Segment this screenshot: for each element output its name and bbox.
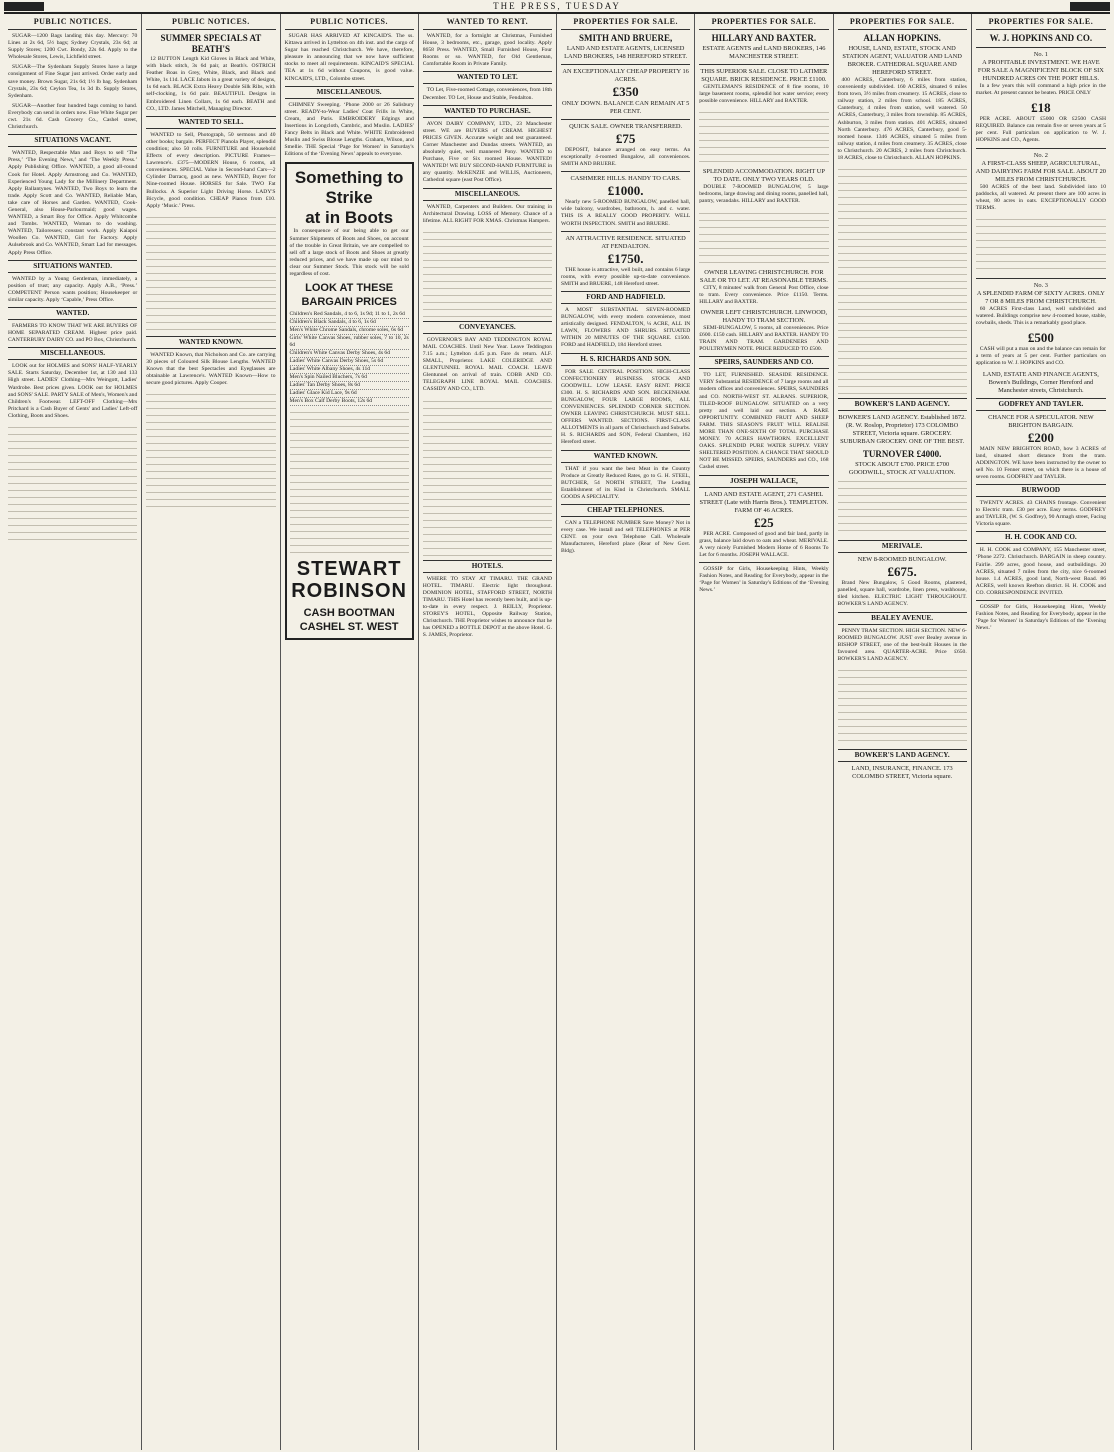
agency-address: LAND, ESTATE AND FINANCE AGENTS, Bowen's Buildings, Corner Hereford and Manchester streets, Christchurch. xyxy=(982,370,1099,394)
masthead-rule-right xyxy=(1070,2,1110,11)
listing-heading: CHANCE FOR A SPECULATOR. NEW BRIGHTON BARGAIN. xyxy=(988,413,1094,429)
list-item: Children's Red Sandals, 4 to 6, 1s 9d; 11 to 1, 2s 6d xyxy=(290,311,409,319)
classified-text: TO LET, FURNISHED. SEASIDE RESIDENCE. VERY Substantial RESIDENCE of 7 large rooms and all modern offices and conveniences. SPEIRS, SAUNDERS and CO. NORTH-WEST ST. ALBANS. SUPERIOR, TILED-ROOF BUNGALOW. SITUATED on a very pretty and well laid out section. A RARE OPPORTUNITY. COMBINED FRUIT AND SHEEP FARM. THIS SEASON'S FRUIT WILL REALISE MORE THAN ONE-SIXTH OF TOTAL PURCHASE MONEY. 70 ACRES HAWTHORN. EXCELLENT OAKS. SPLENDID PURE WATER SUPPLY. VERY SHELTERED POSITION. A CHANCE THAT SHOULD NOT BE MISSED. SPEIRS, SAUNDERS and CO., 168 Cashel street. xyxy=(699,372,829,471)
listing-text: ONLY DOWN. BALANCE CAN REMAIN AT 5 PER CENT. xyxy=(561,100,690,115)
listing-price: £500 xyxy=(1027,330,1054,346)
divider xyxy=(976,47,1106,48)
column-public-notices-1 xyxy=(4,14,142,1450)
dense-text-block xyxy=(290,408,409,558)
listing-text: PER ACRE. ABOUT £5000 OR £2500 CASH REQUIRED. Balance can remain five or seven years at 5 per cent. Full particulars on application to W. J. HOPKINS and CO., Agents. xyxy=(975,116,1106,144)
section-heading: MISCELLANEOUS. xyxy=(423,188,552,201)
divider xyxy=(976,148,1106,149)
dense-text-block xyxy=(8,423,137,543)
listing-text: PER ACRE. Composed of good and fair land, partly in grass, balance laid down to oats and wheat. MERIVALE. A very nicely Furnished Modern Home of 6 Rooms To Let for 6 months. JOSEPH WALLACE. xyxy=(699,530,829,558)
classified-text: TO Let, Five-roomed Cottage, conveniences, from 18th December. TO Let, House and Stable, Fendalton. xyxy=(422,87,552,101)
firm-address: CASHEL ST. WEST xyxy=(299,621,399,634)
listing-text: TWENTY ACRES. 43 CHAINS frontage. Convenient to Electric tram. £30 per acre. Easy terms. GODFREY and TAYLER, (W. S. Godfrey), 90 Armagh street, Facing Victoria square. xyxy=(975,499,1106,528)
section-heading: WANTED KNOWN. xyxy=(146,336,275,349)
listing-heading: THIS SUPERIOR SALE. CLOSE TO LATIMER SQUARE. BRICK RESIDENCE. PRICE £1100. xyxy=(700,68,828,83)
notice-ad: SUGAR—The Sydenham Supply Stores have a large consignment of Fine Sugar just arrived. Order early and save money. Brown Sugar, 21s 6d; 1½ lb bag. Sydenham Crystals, 23s 6d; Ceylon Tea, 1s 3d lb. Supply Stores, Sydenham. xyxy=(8,64,138,99)
section-heading: WANTED KNOWN. xyxy=(561,450,690,463)
section-heading: CHEAP TELEPHONES. xyxy=(561,504,690,517)
dense-text-block xyxy=(838,666,967,746)
classified-text: LOOK out for HOLMES and SONS' HALF-YEARLY SALE. Starts Saturday, December 1st, at 130 and 133 High street. LADIES' Clothing—Mrs Weingott, Ladies' Wardrobe. Best prices given. LOOK out for HOLMES and SONS' SALE. PARTY SALE of Men's, Women's and Children's Footwear. LEFT-OFF Clothing—Mrs Pritchard is a Cash Buyer of Gents' and Ladies' Left-off Clothing, Boots and Shoes. xyxy=(8,363,138,419)
listing-text: LAND AND ESTATE AGENT, 271 CASHEL STREET (Late with Harris Bros.). TEMPLETON. FARM OF 46 ACRES. xyxy=(699,490,829,514)
listing-heading: QUICK SALE. OWNER TRANSFERRED. xyxy=(569,123,683,130)
list-item: Men's Spin Nailed Bluchers, 7s 6d xyxy=(290,374,409,382)
classified-text: WANTED by a Young Gentleman, immediately, a position of trust; any capacity. Apply A.B., ‘Press.’ COMPETENT Person wants position; Housekeeper or similar capacity. Apply ‘Capable,’ Press Office. xyxy=(8,275,138,303)
section-heading: SITUATIONS WANTED. xyxy=(8,260,137,273)
section-heading: H. S. RICHARDS AND SON. xyxy=(561,353,690,366)
listing-number: No. 3 xyxy=(1033,281,1048,289)
boot-advertisement xyxy=(285,162,414,640)
classified-text: CHIMNEY Sweeping. ‘Phone 2000 or 26 Salisbury street. READY-to-Wear Ladies' Coat Frills in White, Cream, and Paris. EMBROIDERY Edgings and Insertions in Longcloth, Cambric, and Muslin. LADIES' Fancy Belts in Black and White. WHITE Embroidered Muslin and Swiss Blouse Lengths. Graham, Wilson, and Smellie. THE Special ‘Page for Women’ in Saturday's Editions of the ‘Evening News’ appeals to everyone. xyxy=(284,101,414,158)
listing-heading: A SPLENDID FARM OF SIXTY ACRES. ONLY 7 OR 8 MILES FROM CHRISTCHURCH. xyxy=(976,289,1105,305)
listing-price: £18 xyxy=(1031,100,1051,116)
dense-text-block xyxy=(699,209,828,269)
listing-text: THE house is attractive, well built, and contains 6 large rooms, with every possible up-to-date convenience. SMITH and BRUERE, 148 Hereford street. xyxy=(561,266,691,287)
section-heading: WANTED TO LET. xyxy=(423,71,552,84)
boot-headline: Something to Strike xyxy=(294,168,404,208)
firm-name-2: ROBINSON xyxy=(291,580,408,603)
firm-name: W. J. HOPKINS AND CO. xyxy=(989,33,1093,43)
listing-text: STOCK ABOUT £700. PRICE £700 GOODWILL, STOCK AT VALUATION. xyxy=(848,461,956,477)
section-heading: BOWKER'S LAND AGENCY. xyxy=(838,398,967,411)
listing-number: No. 2 xyxy=(1033,151,1048,159)
section-heading: BOWKER'S LAND AGENCY. xyxy=(838,749,967,762)
listing-heading: A FIRST-CLASS SHEEP, AGRICULTURAL, AND DAIRYING FARM FOR SALE. ABOUT 20 MILES FROM CHRISTCHURCH. xyxy=(975,159,1107,183)
list-item: Children's Black Sandals, 4 to 6, 1s 6d xyxy=(290,319,409,327)
classified-text: 12 BUTTON Length Kid Gloves in Black and White, with black stitch, 3s 6d pair, at Beath's. OSTRICH Feather Boas in Grey, White, Black, and Black and White, 1s 11d. LACE Jabots in a great variety of designs, 1s 6d each. BLACK Extra Heavy Double Silk Ribs, with self-clocking, 1s 6d pair. BEAUTIFUL Designs in Embroidered Linen Collars, 1s 6d each. BEATH and CO., LTD. James Mitchell, Managing Director. xyxy=(146,56,276,112)
section-heading: WANTED. xyxy=(8,307,137,320)
classified-text: WANTED, Respectable Man and Boys to sell ‘The Press,’ ‘The Evening News,’ and ‘The Weekly Press.’ Apply Publishing Office. WANTED, a good all-round Cook for Hotel. Apply Armstrong and Co. WANTED, Experienced Young Lady for the Millinery Department. Apply Ballantynes. WANTED, Two Boys to learn the trade. Apply Scott and Co. WANTED, Reliable Man, take care of Horses and Garden. WANTED, Cook-General, also House-Parlourmaid; good wages. WANTED, a Smart Boy for Office. Apply Whitcombe and Tombs. WANTED, Woman to do washing. WANTED, Tailoresses; constant work. Apply Kaiapoi Woollen Co. WANTED, Girl for Factory. Apply Aulsebrook and Co. WANTED, Smart Lad for messages. Apply Press Office. xyxy=(8,150,138,256)
listing-price: £350 xyxy=(612,84,639,99)
firm-name: SMITH AND BRUERE, xyxy=(578,33,673,43)
list-item: Ladies' Tan Derby Shoes, 8s 6d xyxy=(290,382,409,390)
listing-price: £200 xyxy=(1027,429,1054,445)
notice-ad: SUGAR—1200 Bags landing this day. Mercury: 70 Lines at 2s 6d, 5½ bags; Sydney Crystals, 23s 6d; at Supply Stores; 1200 Cwt. Bondy, 22s 6d. Apply to the Wholesale Stores, Lewis, Lichfield street. xyxy=(8,33,138,61)
boot-headline-2: at in Boots xyxy=(305,208,394,228)
section-heading: JOSEPH WALLACE, xyxy=(699,475,828,488)
column-header: PUBLIC NOTICES. xyxy=(8,17,137,30)
divider xyxy=(561,119,690,120)
section-heading: MISCELLANEOUS. xyxy=(285,86,414,99)
classified-text: GOSSIP for Girls, Housekeeping Hints, Weekly Fashion Notes, and Reading for Everybody, appear in the ‘Page for Women’ in Saturday's Editions of the ‘Evening News.’ xyxy=(699,565,829,594)
classified-text: A MOST SUBSTANTIAL SEVEN-ROOMED BUNGALOW, with every modern convenience, most artistically designed. FENDALTON, ¼ ACRE, ALL IN LAWN, FLOWERS AND SHRUBS. SITUATED WITHIN 20 MINUTES OF THE SQUARE. £1500. FORD and HADFIELD, 184 Hereford street. xyxy=(561,306,691,349)
listing-text: BOWKER'S LAND AGENCY. Established 1872. (R. W. Roslop, Proprietor) 173 COLOMBO STREET, Victoria square. GROCERY. SUBURBAN GROCERY. ONE OF THE BEST. xyxy=(838,414,966,446)
column-public-notices-3 xyxy=(281,14,419,1450)
firm-name: HILLARY AND BAXTER. xyxy=(711,33,817,43)
listing-text: 60 ACRES First-class Land, well subdivided and watered. Buildings comprise new 4-roomed house, stable, cowbails, sheds. This is a remarkably good place. xyxy=(975,305,1106,327)
firm-description: HOUSE, LAND, ESTATE, STOCK AND STATION AGENT, VALUATOR AND LAND BROKER. CATHEDRAL SQUARE AND HEREFORD STREET. xyxy=(842,45,962,76)
masthead xyxy=(4,0,1110,14)
listing-text: PENNY TRAM SECTION. HIGH SECTION. NEW 6-ROOMED BUNGALOW. JUST over Bealey avenue in BISHOP STREET, one of the best-built Houses in the favoured area. QUARTER-ACRE. Price £650. BOWKER'S LAND AGENCY. xyxy=(837,627,967,662)
divider xyxy=(561,231,690,232)
section-heading: MERIVALE. xyxy=(838,540,967,553)
classified-text: AVON DAIRY COMPANY, LTD., 23 Manchester street. WE are BUYERS of CREAM. HIGHEST PRICES GIVEN. Accurate weight and test guaranteed. Corner Manchester and Dundas streets. WANTED, an absolutely quiet, well mannered Pony. WANTED to Purchase, Five or Six roomed House. WANTED! WANTED! WE BUY SECOND-HAND FURNITURE in any quantity. McKENZIE and WILLIS, Auctioneers, Cathedral square (east Post Office). xyxy=(422,120,552,184)
listing-text: Nearly new 5-ROOMED BUNGALOW, panelled hall, wide balcony, wardrobes, bathroom, h. and c. water. THIS IS A REALLY GOOD PROPERTY. WELL WORTH INSPECTION. SMITH and BRUERE. xyxy=(561,199,691,227)
column-public-notices-2 xyxy=(142,14,280,1450)
listing-price: £25 xyxy=(754,514,774,530)
column-header: PROPERTIES FOR SALE. xyxy=(699,17,828,30)
bargain-list xyxy=(290,311,409,406)
classified-text: WHERE TO STAY AT TIMARU. THE GRAND HOTEL. TIMARU. Electric light throughout. DOMINION HOTEL, STAFFORD STREET, NORTH TIMARU. THIS Hotel has recently been built, and is up-to-date in every respect. J. REILLY, Proprietor. STOREY'S HOTEL, Opposite Railway Station, Christchurch. THE Proprietor wishes to announce that he has OPENED a BOTTLE DEPOT at the above Hotel. G. S. JAMES, Proprietor. xyxy=(422,575,552,639)
boot-body: In consequence of our being able to get our Summer Shipments of Boots and Shoes, on account of the trouble in Great Britain, we are compelled to sell off a large stock of Boots and Shoes at greatly reduced prices, and we have made up our mind to clear our Summer Stock. This stock will be sold regardless of cost. xyxy=(289,228,409,277)
columns xyxy=(4,14,1110,1450)
listing-text: H. H. COOK and COMPANY, 155 Manchester street, ‘Phone 2272. Christchurch. BARGAIN in sheep country. Fairlie. 299 acres, good house, and outbuildings. 20 ACRES, situated 7 miles from the city, nice 6-roomed house. 1.4 ACRES, good land, North-west Road. 86 ACRES, well known Reefton district. H. H. COOK and CO. CORRESPONDENCE INVITED. xyxy=(975,547,1106,596)
classified-text: CAN a TELEPHONE NUMBER Save Money? Not in every case. We install and sell TELEPHONES at PER CENT. on your own Telephone Call. Wholesale Manufacturers, Hereford place (Rear of New Govt. Bldg). xyxy=(561,520,691,555)
listing-price: £1000. xyxy=(607,183,644,199)
dense-text-block xyxy=(423,228,552,318)
column-header: PUBLIC NOTICES. xyxy=(285,17,414,30)
dense-text-block xyxy=(423,397,552,557)
column-header: PROPERTIES FOR SALE. xyxy=(561,17,690,30)
section-heading: SITUATIONS VACANT. xyxy=(8,134,137,147)
dense-text-block xyxy=(838,477,967,537)
firm-name: STEWART xyxy=(296,558,402,581)
listing-price: £75 xyxy=(615,131,636,146)
listing-text: CITY, 8 minutes' walk from General Post Office, close to tram. Every convenience. Price £1150. Terms. HILLARY and BAXTER. xyxy=(699,284,829,305)
listing-text: SEMI-BUNGALOW, 5 rooms, all conveniences. Price £600. £150 cash. HILLARY and BAXTER. HANDY TO TRAIN AND TRAM. GARDENERS AND POULTRYMEN NOTE. PRICE REDUCED TO £500. xyxy=(699,324,829,353)
classified-text: THAT if you want the best Meat in the Country Produce at Greatly Reduced Rates, go to G. H. STEEL, BUTCHER, 54 NORTH STREET, The Leading Establishment of its Kind in Christchurch. SMALL GOODS A SPECIALITY. xyxy=(561,465,691,500)
column-header: WANTED TO RENT. xyxy=(423,17,552,30)
listing-heading: SPLENDID ACCOMMODATION. RIGHT UP TO DATE. ONLY TWO YEARS OLD. xyxy=(702,168,825,184)
divider xyxy=(561,171,690,172)
listing-price: TURNOVER £4000. xyxy=(862,449,942,460)
list-item: Ladies' White Albany Shoes, 4s 11d xyxy=(290,366,409,374)
column-wanted-to-rent xyxy=(419,14,557,1450)
divider xyxy=(976,278,1106,279)
listing-heading: OWNER LEAVING CHRISTCHURCH. FOR SALE OR TO LET. AT REASONABLE TERMS. xyxy=(699,268,828,284)
section-heading: MISCELLANEOUS. xyxy=(8,347,137,360)
classified-text: GOVERNOR'S BAY AND TEDDINGTON ROYAL MAIL COACHES. Until New Year. Leave Teddington 7.15 a.m.; Lyttelton 4.45 p.m. Fare 4s return. ALF. SMALL, Proprietor. LAKE COLERIDGE AND GLENTUNNEL ROYAL MAIL COACH. LEAVE Glentunnel on arrival of train. COBB AND CO. TELEGRAPH LINE ROYAL MAIL COACHES. CASSIDY AND CO., LTD. xyxy=(422,336,552,393)
listing-text: In a few years this will command a high price in the market. At present cannot be beaten. PRICE ONLY xyxy=(975,83,1106,97)
masthead-rule xyxy=(4,2,44,11)
section-heading: H. H. COOK AND CO. xyxy=(976,531,1106,544)
listing-text: DOUBLE 7-ROOMED BUNGALOW, 5 large bedrooms, large drawing and dining rooms, panelled hall, pantry, verandahs. HILLARY and BAXTER. xyxy=(699,184,829,205)
divider xyxy=(561,64,690,65)
firm-trade: CASH BOOTMAN xyxy=(303,607,395,620)
listing-text: 500 ACRES of the best land. Subdivided into 10 paddocks, all watered. At present there are 100 acres in wheat, 80 acres in oats. EXCEPTIONALLY GOOD TERMS. xyxy=(975,183,1106,211)
listing-heading: AN ATTRACTIVE RESIDENCE. SITUATED AT FENDALTON. xyxy=(565,234,686,250)
boot-subhead: LOOK AT THESE BARGAIN PRICES xyxy=(301,282,397,309)
dense-text-block xyxy=(838,165,967,395)
classified-text: FARMERS TO KNOW THAT WE ARE BUYERS OF HOME SEPARATED CREAM. Highest price paid. CANTERBURY DAIRY CO. and PO Box, Christchurch. xyxy=(8,323,138,344)
listing-price: £675. xyxy=(887,564,917,580)
listing-text: Brand New Bungalow, 5 Good Rooms, plastered, panelled, square hall, wardrobe, linen press, washhouse, tiled kitchen. ELECTRIC LIGHT THROUGHOUT. BOWKER'S LAND AGENCY. xyxy=(837,580,967,608)
classified-text: 400 ACRES, Canterbury, 6 miles from station, conveniently subdivided. 160 ACRES, situated 6 miles from town, 3½ miles from creamery. 15 ACRES, close to railway station, 2 miles from school. 185 ACRES, Canterbury, 4 miles from station, well watered. 50 ACRES, Canterbury, 3 miles from township. 85 ACRES, Ashburton, 3 miles from station. 401 ACRES, situated North Canterbury. 476 ACRES, Canterbury, good 5-roomed house. 1346 ACRES, situated 5 miles from railway station, 4 miles from creamery. 35 ACRES, close to Christchurch. 20 ACRES, 2 miles from Christchurch. 18 ACRES, close to Christchurch. ALLAN HOPKINS. xyxy=(837,77,967,162)
dense-text-block xyxy=(699,108,828,168)
firm-description: LAND AND ESTATE AGENTS, LICENSED LAND BROKERS, 148 HEREFORD STREET. xyxy=(564,45,688,60)
column-header: PROPERTIES FOR SALE. xyxy=(976,17,1106,30)
firm-name: ALLAN HOPKINS. xyxy=(863,33,941,43)
listing-heading: AN EXCEPTIONALLY CHEAP PROPERTY 16 ACRES. xyxy=(562,68,689,83)
listing-number: No. 1 xyxy=(1033,51,1048,58)
section-heading: WANTED TO PURCHASE. xyxy=(423,105,552,118)
listing-text: DEPOSIT, balance arranged on easy terms. An exceptionally 4-roomed Bungalow, all conveniences. SMITH AND BRUERE. xyxy=(561,147,691,168)
section-heading: BEALEY AVENUE. xyxy=(838,612,967,625)
firm-description: ESTATE AGENTS and LAND BROKERS, 146 MANCHESTER STREET. xyxy=(702,45,826,60)
column-header: PUBLIC NOTICES. xyxy=(146,17,275,30)
listing-text: CASH will put a man on and the balance can remain for a term of years at 5 per cent. Further particulars on application to W. J. HOPKINS and CO. xyxy=(975,346,1106,367)
divider xyxy=(699,562,828,563)
list-item: Children's White Canvas Derby Shoes, 4s 6d xyxy=(290,350,409,358)
column-properties-hillary-baxter xyxy=(695,14,833,1450)
listing-text: MAIN NEW BRIGHTON ROAD, how 3 ACRES of land, situated short distance from the tram. ADDINGTON. WE have been instructed by the owner to sell No. 10 Fenner street, on which there is a house of seven rooms. GODFREY and TAYLER. xyxy=(975,445,1106,480)
list-item: Girls' White Canvas Shoes, rubber soles, 7 to 10, 2s 6d xyxy=(289,335,409,349)
classified-text: WANTED, for a fortnight at Christmas, Furnished House, 3 bedrooms, etc., garage, good locality. Apply 8658 Press. WANTED, Small Furnished House, Four Rooms or so. WANTED, for Old Gentleman, Comfortable Room in Private Family. xyxy=(422,33,552,68)
classified-text: FOR SALE. CENTRAL POSITION. HIGH-CLASS CONFECTIONERY BUSINESS. STOCK AND GOODWILL. LOW LEASE. EASY RENT. PRICE £300. H. S. RICHARDS AND SON. BECKENHAM. BUNGALOW, FOUR LARGE ROOMS, ALL CONVENIENCES. SPLENDID CORNER SECTION. OWNER LEAVING CHRISTCHURCH. MUST SELL. OFFERS WANTED. SECTIONS. FIRST-CLASS ALLOTMENTS in all parts of Christchurch and Suburbs. H. S. RICHARDS and SON, Federal Chambers, 162 Hereford street. xyxy=(561,368,691,446)
section-heading: WANTED TO SELL. xyxy=(146,116,275,129)
classified-text: WANTED to Sell, Photograph, 50 sermons and 40 other books; bargain. PERFECT Pianola Player, splendid condition; also 50 rolls. FURNITURE and Household Effects of every description. PICTURE Frames—Lawrence's. £375—MODERN House, 6 rooms, all conveniences. SPECIAL Value in Second-hand Cars—2 Cylinder Darracq, good as new. WANTED, Buyer for Nine-roomed House. HORSES for Sale. TWO Fat Bullocks. A Superior Light Driving Horse. LADY'S Bicycle, good condition. CHEAP Pianos from £10. Apply ‘Music.’ Press. xyxy=(146,131,276,209)
dense-text-block xyxy=(976,215,1106,275)
section-heading: HOTELS. xyxy=(423,560,552,573)
ad-headline: SUMMER SPECIALS AT BEATH'S xyxy=(160,33,262,54)
masthead-title: THE PRESS, TUESDAY xyxy=(493,1,621,11)
list-item: Men's Box Calf Derby Boots, 12s 6d xyxy=(290,398,409,406)
column-properties-smith-bruere xyxy=(557,14,695,1450)
list-item: Ladies' White Canvas Derby Shoes, 5s 6d xyxy=(290,358,409,366)
classified-text: WANTED Known, that Nicholson and Co. are carrying 30 pieces of Coloured Silk Blouse Lengths. WANTED Known that the best Spectacles and Eyeglasses are obtainable at Lawrence's. WANTED Known—How to secure good pictures. Apply Cooper. xyxy=(146,351,276,387)
dense-text-block xyxy=(146,213,275,333)
section-heading: BURWOOD xyxy=(976,484,1106,497)
classified-text: SUGAR HAS ARRIVED AT KINCAID'S. The ss. Kittawa arrived in Lyttelton on 4th inst. and the cargo of Sugar has reached Christchurch. We have, therefore, pleasure in announcing that we now have sufficient stocks to meet all requirements. KINCAID'S SPECIAL TEA at 1s 6d without Coupons, is good value. KINCAID'S, LTD., Colombo street. xyxy=(284,33,414,82)
notice-ad: SUGAR—Another four hundred bags coming to hand. Everybody can send in orders now. Fine White Sugar per cwt. 21s 6d. Cash Grocery Co., Cashel street, Christchurch. xyxy=(8,102,138,131)
section-heading: FORD AND HADFIELD. xyxy=(561,291,690,304)
list-item: Men's White Chrome Sandals, chrome soles, 6s 6d xyxy=(290,327,409,335)
listing-price: £1750. xyxy=(607,250,644,266)
divider xyxy=(976,600,1106,601)
column-properties-wj-hopkins xyxy=(972,14,1110,1450)
list-item: Ladies' Glace Kid Lace, 9s 6d xyxy=(290,390,409,398)
section-heading: SPEIRS, SAUNDERS AND CO. xyxy=(699,356,828,369)
dense-text-block xyxy=(146,390,275,510)
listing-heading: CASHMERE HILLS. HANDY TO CARS. xyxy=(570,175,681,183)
listing-heading: OWNER LEFT CHRISTCHURCH. LINWOOD, HANDY TO TRAM SECTION. xyxy=(700,308,828,324)
listing-text: LAND, INSURANCE, FINANCE. 173 COLOMBO STREET, Victoria square. xyxy=(851,764,953,780)
classified-text: GOSSIP for Girls, Housekeeping Hints, Weekly Fashion Notes, and Reading for Everybody, appear in the ‘Page for Women’ in Saturday's Editions of the ‘Evening News.’ xyxy=(975,604,1106,632)
column-properties-allan-hopkins xyxy=(834,14,972,1450)
column-header: PROPERTIES FOR SALE. xyxy=(838,17,967,30)
listing-text: GENTLEMAN'S RESIDENCE of 8 fine rooms, 10 large basement rooms, splendid hot water service; every possible convenience. HILLARY and BAXTER. xyxy=(699,84,829,105)
listing-heading: A PROFITABLE INVESTMENT. WE HAVE FOR SALE A MAGNIFICENT BLOCK OF SIX HUNDRED ACRES ON THE PORT HILLS. xyxy=(977,59,1104,82)
section-heading: GODFREY AND TAYLER. xyxy=(976,398,1106,411)
classified-text: WANTED, Carpenters and Builders. Our training in Architectural Drawing. LOSS of Memory. Chance of a lifetime. ALL RIGHT FOR XMAS. Christmas Hampers. xyxy=(422,203,552,224)
section-heading: CONVEYANCES. xyxy=(423,321,552,334)
listing-heading: NEW 8-ROOMED BUNGALOW. xyxy=(857,556,947,564)
divider xyxy=(699,64,828,65)
